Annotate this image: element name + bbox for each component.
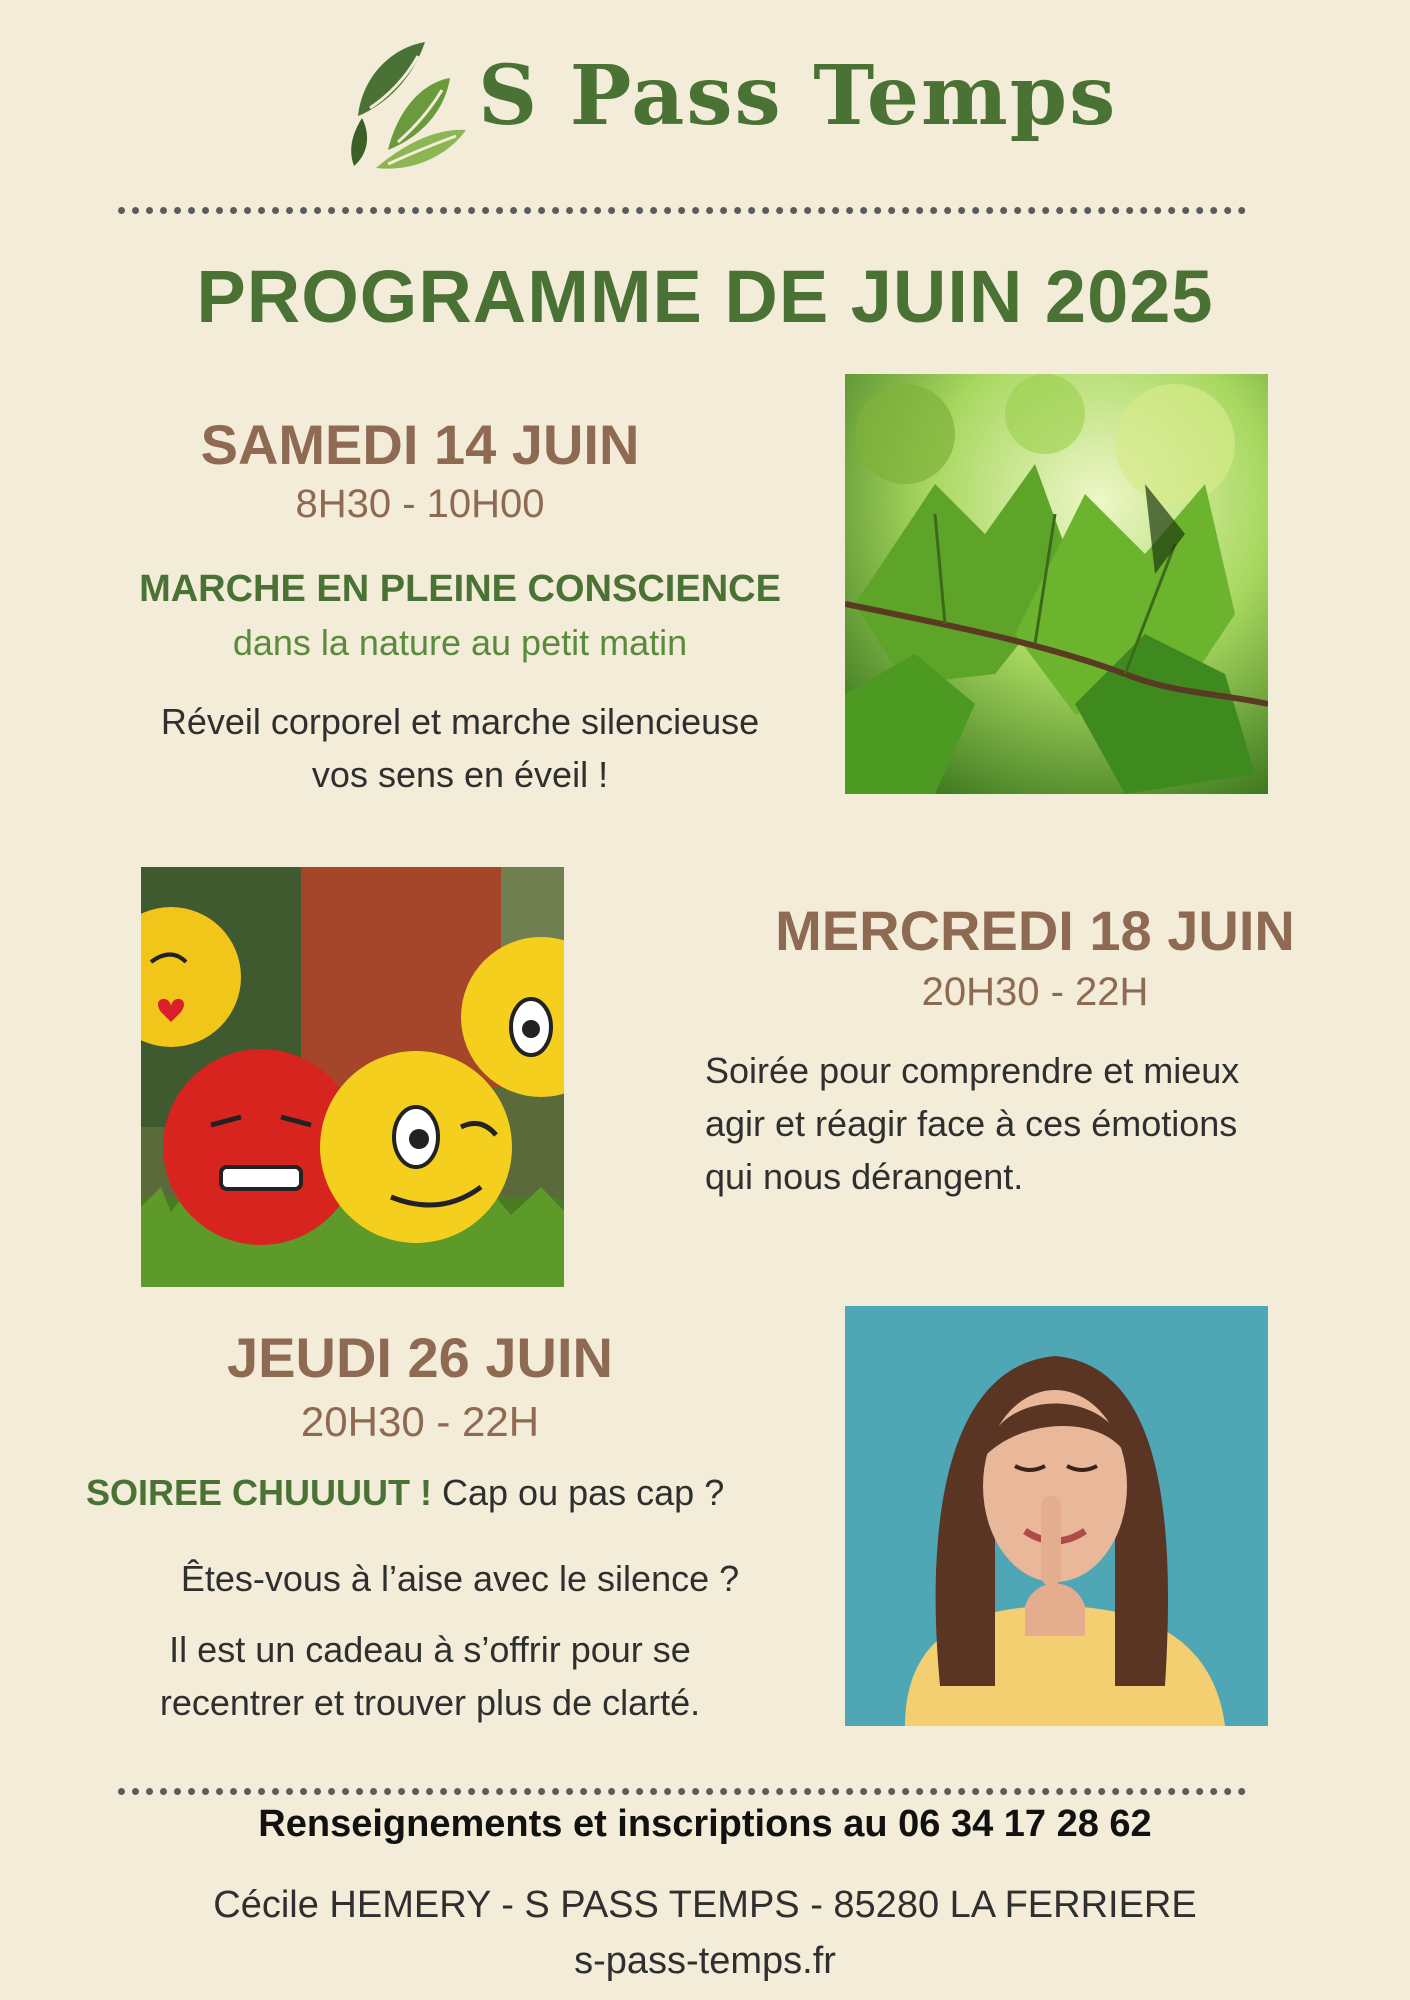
event-time: 20H30 - 22H [300,1398,540,1445]
event-description-line: Êtes-vous à l’aise avec le silence ? [180,1558,740,1599]
event-heading: MARCHE EN PLEINE CONSCIENCE [139,568,781,610]
event-time: 20H30 - 22H [921,970,1149,1014]
event-description-line: recentrer et trouver plus de clarté. [159,1682,701,1723]
event-heading: SOIREE CHUUUUT ! [86,1472,433,1513]
divider-bottom [118,1788,1246,1795]
logo [340,38,470,173]
event-description-line: Réveil corporel et marche silencieuse [160,701,760,742]
contact-info: Renseignements et inscriptions au 06 34 17 28 62 [258,1803,1152,1845]
event-date: JEUDI 26 JUIN [227,1326,613,1389]
brand-name: S Pass Temps [478,48,1118,144]
event-heading-line [86,1472,724,1514]
website-link[interactable]: s-pass-temps.fr [574,1940,836,1982]
page-title: PROGRAMME DE JUIN 2025 [196,255,1214,338]
leaf-logo-icon [340,38,470,173]
divider-top [118,207,1246,214]
address: Cécile HEMERY - S PASS TEMPS - 85280 LA FERRIERE [213,1884,1197,1926]
event-description-line: Soirée pour comprendre et mieux [705,1050,1240,1091]
event-description-line: Il est un cadeau à s’offrir pour se [169,1629,691,1670]
emotion-balls-photo [141,867,564,1287]
woman-silence-photo [845,1306,1268,1726]
event-subheading: dans la nature au petit matin [232,622,688,663]
event-description-line: vos sens en éveil ! [311,754,609,795]
event-date: SAMEDI 14 JUIN [200,413,640,476]
event-heading-suffix: Cap ou pas cap ? [432,1472,725,1513]
event-description-line: agir et réagir face à ces émotions [705,1103,1238,1144]
leaves-photo [845,374,1268,794]
event-time: 8H30 - 10H00 [295,482,545,526]
event-date: MERCREDI 18 JUIN [775,899,1295,962]
event-description-line: qui nous dérangent. [705,1156,1024,1197]
